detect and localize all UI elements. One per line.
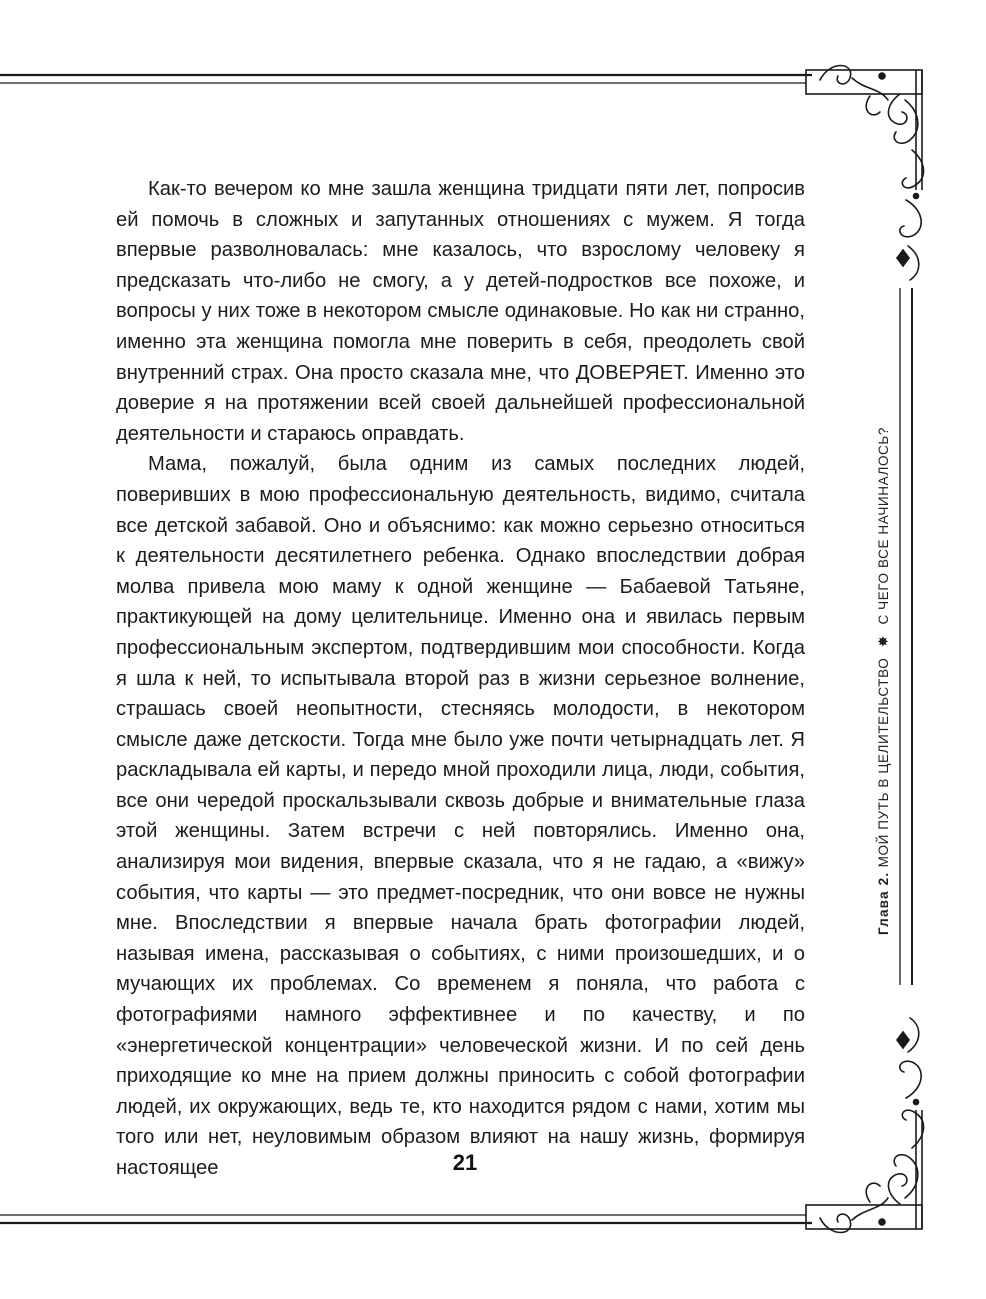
bottom-corner-ornament xyxy=(820,1018,924,1233)
chapter-label: Глава 2. xyxy=(876,871,891,935)
chapter-subtitle: С ЧЕГО ВСЕ НАЧИНАЛОСЬ? xyxy=(876,427,891,625)
chapter-title: МОЙ ПУТЬ В ЦЕЛИТЕЛЬСТВО xyxy=(876,657,891,868)
body-text xyxy=(116,174,805,1184)
star-separator-icon: ✸ xyxy=(875,634,891,648)
paragraph-2: Мама, пожалуй, была одним из самых последних людей, поверивших в мою профессиональную деятельность, видимо, считала все детской забавой. Оно и объяснимо: как можно серьезно относиться к деятельности десятилетнего ребенка. Однако впоследствии добрая молва привела мою маму к одной женщине — Бабаевой Татьяне, практикующей на дому целительнице. Именно она и явилась первым профессиональным экспертом, подтвердившим мои способности. Когда я шла к ней, то испытывала второй раз в жизни серьезное волнение, страшась своей неопытности, стесняясь молодости, в некотором смысле даже детскости. Тогда мне было уже почти четырнадцать лет. Я раскладывала ей карты, и передо мной проходили лица, люди, события, все они чередой проскальзывали сквозь добрые и внимательные глаза этой женщины. Затем встречи с ней повторялись. Именно она, анализируя мои видения, впервые сказала, что я не гадаю, а «вижу» события, что карты — это предмет-посредник, что они вовсе не нужны мне. Впоследствии я впервые начала брать фотографии людей, называя имена, рассказывая о событиях, с ними произошедших, и о мучающих их проблемах. Со временем я поняла, что работа с фотографиями намного эффективнее и по качеству, и по «энергетической концентрации» человеческой жизни. И по сей день приходящие ко мне на прием должны приносить с собой фотографии людей, их окружающих, ведь те, кто находится рядом с нами, хотим мы того или нет, неуловимым образом влияют на нашу жизнь, формируя настоящее xyxy=(116,453,805,1179)
running-head xyxy=(871,315,895,935)
top-corner-ornament xyxy=(820,66,924,281)
page-number: 21 xyxy=(452,1150,478,1175)
paragraph-1: Как-то вечером ко мне зашла женщина тридцати пяти лет, попросив ей помочь в сложных и запутанных отношениях с мужем. Я тогда впервые разволновалась: мне казалось, что взрослому человеку я предсказать что-либо не смогу, а у детей-подростков все похоже, и вопросы у них тоже в некотором смысле одинаковые. Но как ни странно, именно эта женщина помогла мне поверить в себя, преодолеть свой внутренний страх. Она просто сказала мне, что ДОВЕРЯЕТ. Именно это доверие я на протяжении всей своей дальнейшей профессиональной деятельности и стараюсь оправдать. xyxy=(116,178,805,445)
